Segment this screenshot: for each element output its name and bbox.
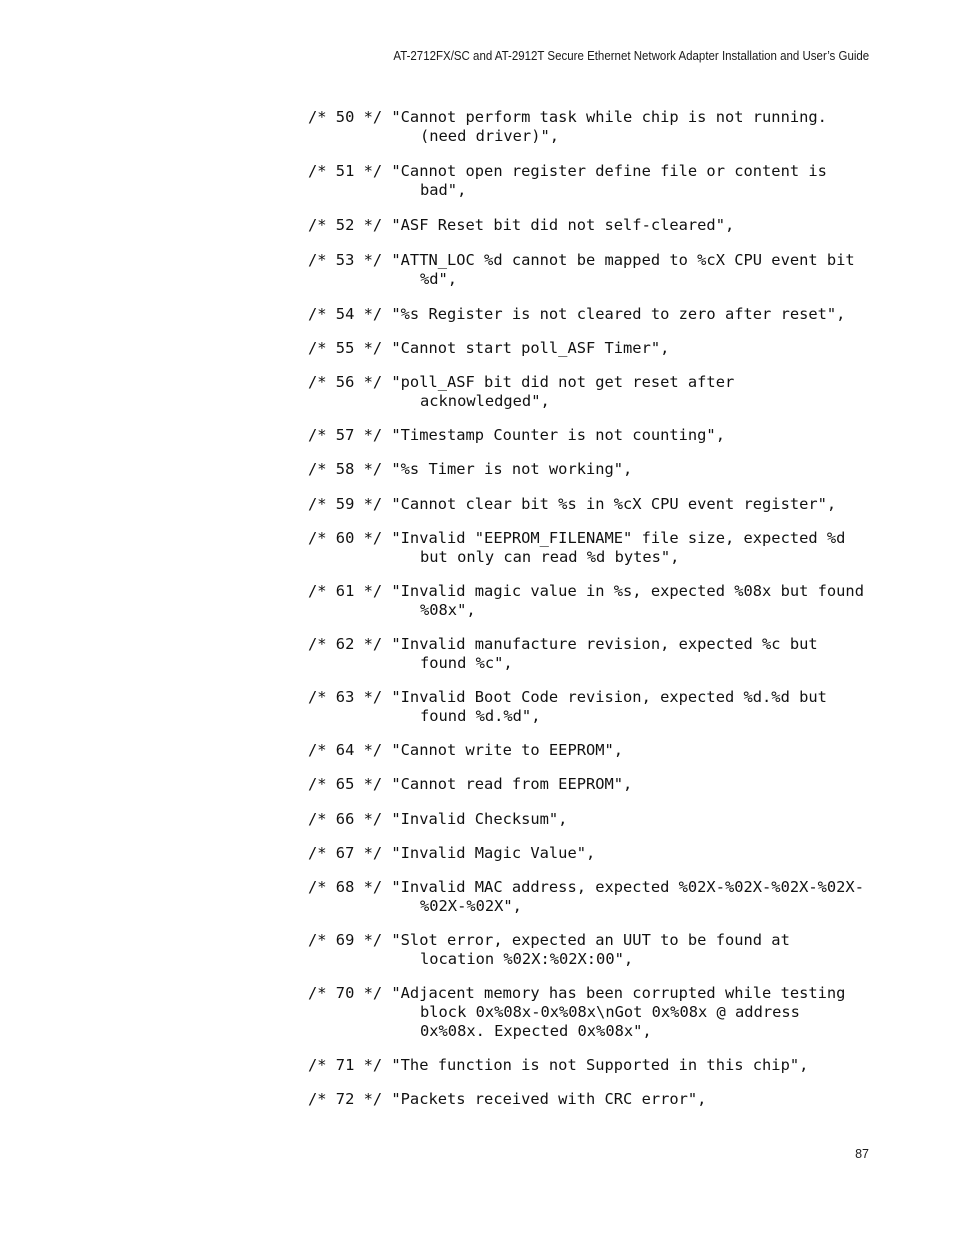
- error-entry: [308, 1056, 878, 1075]
- error-entry-continuation: found %c",: [420, 654, 513, 672]
- error-entry-line: /* 67 */ "Invalid Magic Value",: [308, 844, 596, 862]
- error-entry: [308, 775, 878, 794]
- error-entry-line: /* 50 */ "Cannot perform task while chip is not running.: [308, 108, 827, 126]
- error-entry-line: /* 64 */ "Cannot write to EEPROM",: [308, 741, 624, 759]
- error-entry-line: /* 53 */ "ATTN_LOC %d cannot be mapped to %cX CPU event bit: [308, 251, 855, 269]
- error-entry-line: /* 70 */ "Adjacent memory has been corrupted while testing: [308, 984, 846, 1002]
- error-entry-line: /* 59 */ "Cannot clear bit %s in %cX CPU event register",: [308, 495, 837, 513]
- error-entry-line: /* 52 */ "ASF Reset bit did not self-cleared",: [308, 216, 735, 234]
- error-entry-line: /* 54 */ "%s Register is not cleared to zero after reset",: [308, 305, 846, 323]
- error-entry-line: /* 65 */ "Cannot read from EEPROM",: [308, 775, 633, 793]
- error-entry: [308, 495, 878, 514]
- error-entry-line: /* 63 */ "Invalid Boot Code revision, expected %d.%d but: [308, 688, 827, 706]
- error-entry: [308, 305, 878, 324]
- error-entry: [308, 460, 878, 479]
- error-entry-line: /* 60 */ "Invalid "EEPROM_FILENAME" file size, expected %d: [308, 529, 846, 547]
- error-message-list: [308, 108, 878, 1109]
- error-entry-line: /* 62 */ "Invalid manufacture revision, expected %c but: [308, 635, 818, 653]
- error-entry-continuation: but only can read %d bytes",: [420, 548, 680, 566]
- error-entry: [308, 931, 878, 969]
- error-entry-line: /* 68 */ "Invalid MAC address, expected %02X-%02X-%02X-%02X-: [308, 878, 864, 896]
- error-entry: [308, 635, 878, 673]
- error-entry-line: /* 72 */ "Packets received with CRC error",: [308, 1090, 707, 1108]
- error-entry-continuation: %02X-%02X",: [420, 897, 522, 915]
- error-entry: [308, 844, 878, 863]
- error-entry-continuation: acknowledged",: [420, 392, 550, 410]
- error-entry: [308, 339, 878, 358]
- error-entry: [308, 984, 878, 1041]
- error-entry-continuation: %d",: [420, 270, 458, 288]
- error-entry-line: /* 55 */ "Cannot start poll_ASF Timer",: [308, 339, 670, 357]
- error-entry-continuation: bad",: [420, 181, 467, 199]
- error-entry: [308, 741, 878, 760]
- error-entry-continuation: block 0x%08x-0x%08x\nGot 0x%08x @ address: [420, 1003, 800, 1021]
- error-entry: [308, 426, 878, 445]
- error-entry-line: /* 57 */ "Timestamp Counter is not counting",: [308, 426, 725, 444]
- error-entry: [308, 251, 878, 289]
- error-entry-continuation: location %02X:%02X:00",: [420, 950, 634, 968]
- error-entry: [308, 810, 878, 829]
- running-header: AT-2712FX/SC and AT-2912T Secure Ethernet Network Adapter Installation and User’s Guide: [393, 49, 869, 63]
- error-entry: [308, 529, 878, 567]
- error-entry: [308, 162, 878, 200]
- error-entry-continuation: (need driver)",: [420, 127, 559, 145]
- error-entry-line: /* 66 */ "Invalid Checksum",: [308, 810, 568, 828]
- error-entry-line: /* 61 */ "Invalid magic value in %s, expected %08x but found: [308, 582, 864, 600]
- error-entry: [308, 1090, 878, 1109]
- error-entry: [308, 216, 878, 235]
- error-entry-continuation: %08x",: [420, 601, 476, 619]
- error-entry-line: /* 56 */ "poll_ASF bit did not get reset after: [308, 373, 735, 391]
- error-entry: [308, 878, 878, 916]
- error-entry-continuation: found %d.%d",: [420, 707, 541, 725]
- error-entry-line: /* 51 */ "Cannot open register define file or content is: [308, 162, 827, 180]
- error-entry: [308, 108, 878, 146]
- error-entry: [308, 688, 878, 726]
- page-number: 87: [855, 1147, 869, 1161]
- error-entry-line: /* 69 */ "Slot error, expected an UUT to be found at: [308, 931, 790, 949]
- error-entry-line: /* 58 */ "%s Timer is not working",: [308, 460, 633, 478]
- error-entry-continuation: 0x%08x. Expected 0x%08x",: [420, 1022, 652, 1040]
- error-entry: [308, 373, 878, 411]
- error-entry: [308, 582, 878, 620]
- error-entry-line: /* 71 */ "The function is not Supported in this chip",: [308, 1056, 809, 1074]
